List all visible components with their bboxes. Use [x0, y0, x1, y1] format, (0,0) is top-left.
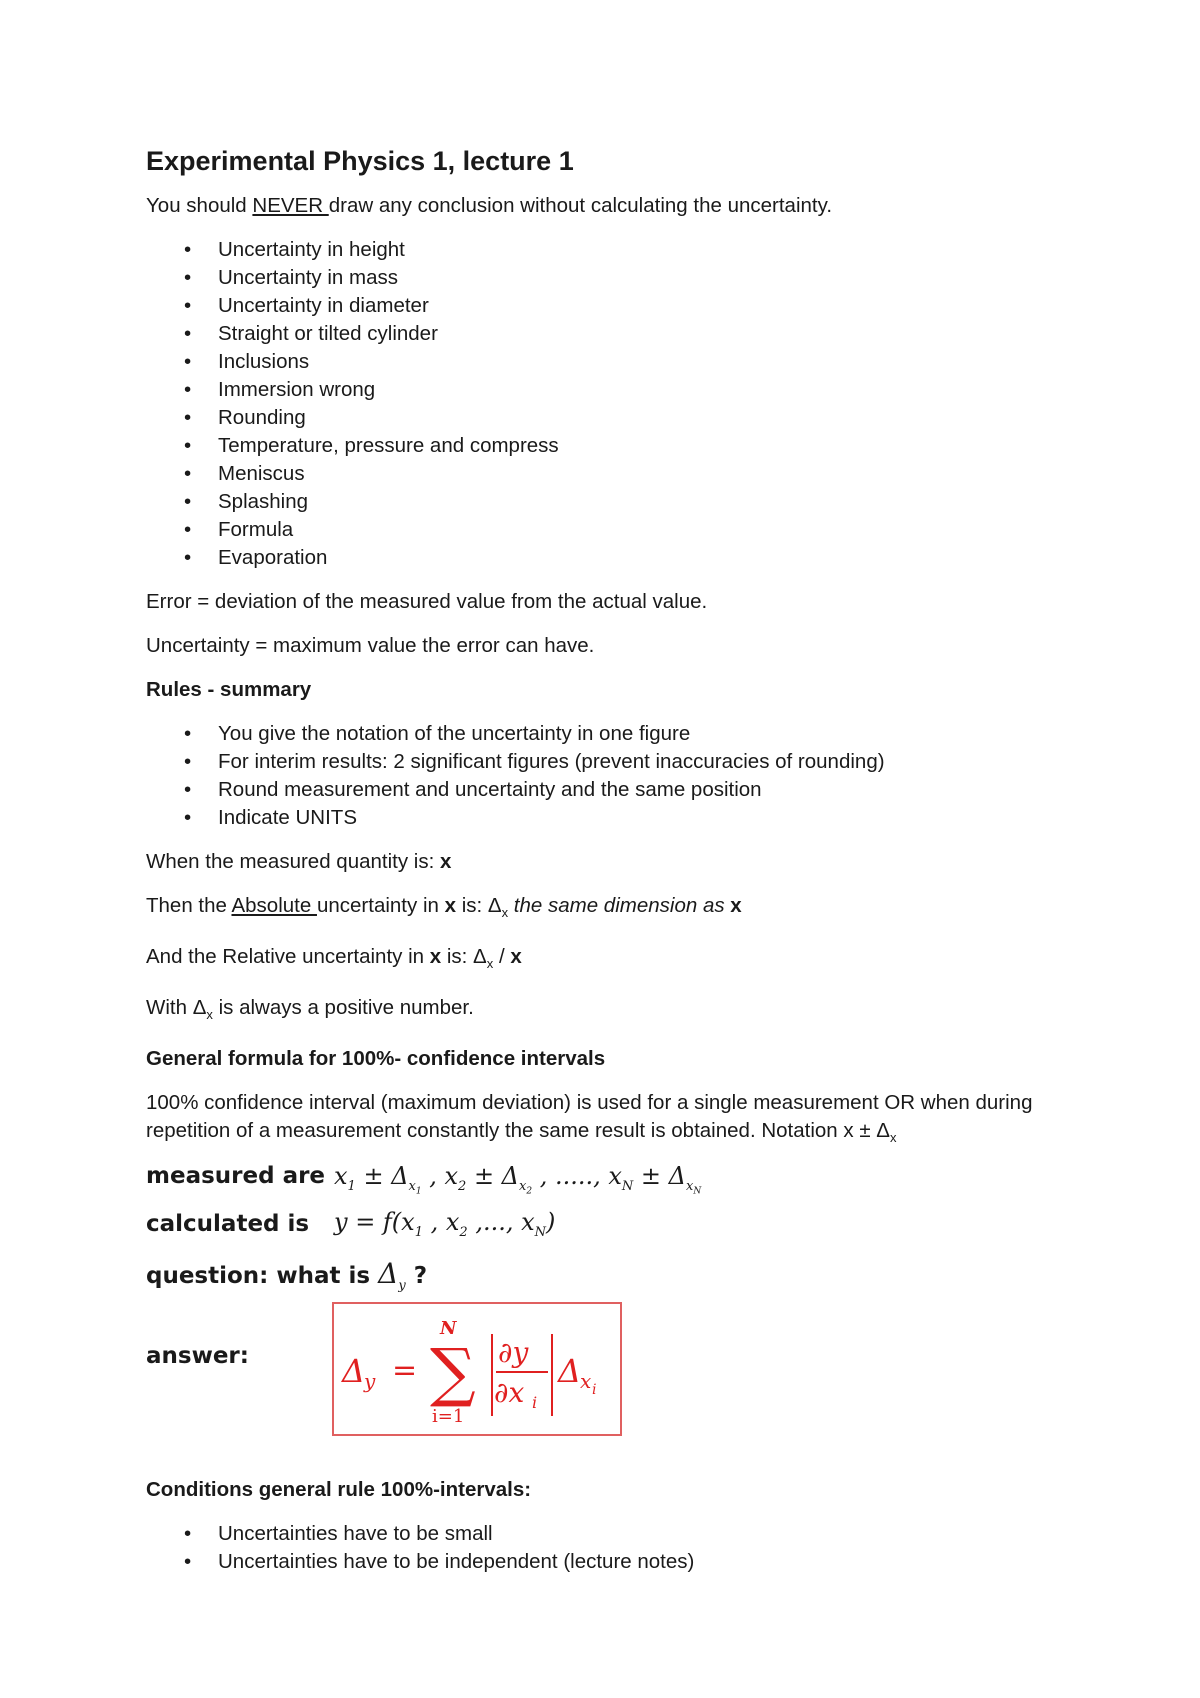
- svg-text:Δ: Δ: [558, 1352, 582, 1391]
- intro-before: You should: [146, 194, 253, 217]
- bullet-icon: •: [184, 378, 192, 401]
- list-item: [146, 1520, 1086, 1548]
- relative-sub: x: [486, 956, 494, 972]
- general-text: 100% confidence interval (maximum deviation) is used for a single measurement OR when during repetition of a measurement constantly the same result is obtained. Notation x ± Δ: [146, 1091, 1033, 1143]
- list-item: [146, 488, 1086, 516]
- list-item-text: Uncertainty in diameter: [218, 294, 429, 317]
- delta-y-symbol: $\Delta_y$: [378, 1257, 406, 1294]
- relative-text-3: /: [493, 945, 511, 969]
- intro-after: draw any conclusion without calculating the uncertainty.: [328, 194, 833, 217]
- rules-list: [146, 720, 1086, 832]
- relative-text-1: And the Relative uncertainty in: [146, 945, 430, 969]
- list-item-text: Indicate UNITS: [218, 806, 357, 829]
- bullet-icon: •: [184, 406, 192, 429]
- list-item: [146, 320, 1086, 348]
- list-item-text: Uncertainty in mass: [218, 266, 399, 289]
- list-item-text: Evaporation: [218, 546, 328, 569]
- bullet-icon: •: [184, 350, 192, 373]
- answer-formula-svg: [334, 1304, 620, 1434]
- list-item: [146, 1548, 1086, 1576]
- list-item-text: You give the notation of the uncertainty in one figure: [218, 722, 691, 745]
- question-label: [146, 1257, 428, 1301]
- relative-var: x: [429, 945, 442, 969]
- calculated-formula: $y = f(x_1$ , $x_2$ ,..., $x_N$): [334, 1208, 556, 1241]
- list-item-text: Meniscus: [218, 462, 305, 485]
- measured-text: When the measured quantity is:: [146, 850, 440, 873]
- svg-text:y: y: [364, 1369, 376, 1394]
- absolute-sub: x: [501, 905, 509, 921]
- bullet-icon: •: [184, 266, 192, 289]
- list-item-text: Inclusions: [218, 350, 310, 373]
- measured-label: measured are: [146, 1163, 326, 1190]
- relative-uncertainty-line: [146, 943, 1086, 978]
- list-item-text: Splashing: [218, 490, 309, 513]
- list-item: [146, 776, 1086, 804]
- error-definition: Error = deviation of the measured value from the actual value.: [146, 590, 708, 613]
- svg-text:i=1: i=1: [432, 1406, 465, 1428]
- list-item: [146, 236, 1086, 264]
- bullet-icon: •: [184, 806, 192, 829]
- list-item-text: Rounding: [218, 406, 306, 429]
- list-item: [146, 544, 1086, 572]
- bullet-icon: •: [184, 1550, 192, 1574]
- svg-text:N: N: [440, 1318, 457, 1340]
- bullet-icon: •: [184, 434, 192, 457]
- list-item: [146, 804, 1086, 832]
- general-sub: x: [889, 1130, 897, 1146]
- bullet-icon: •: [184, 778, 192, 801]
- svg-text:i: i: [592, 1382, 597, 1399]
- document-content: [146, 142, 1086, 1592]
- absolute-text-1: Then the: [146, 894, 232, 917]
- absolute-text-3: is: Δ: [456, 894, 502, 917]
- formula-block: [146, 1158, 1086, 1458]
- calculated-label: calculated is: [146, 1211, 310, 1238]
- general-formula-heading: General formula for 100%- confidence intervals: [146, 1047, 606, 1071]
- list-item: [146, 404, 1086, 432]
- bullet-icon: •: [184, 490, 192, 513]
- measured-var: x: [440, 850, 452, 873]
- list-item: [146, 460, 1086, 488]
- question-mark: ?: [413, 1263, 428, 1290]
- list-item: [146, 376, 1086, 404]
- intro-paragraph: [146, 192, 1086, 220]
- list-item-text: For interim results: 2 significant figures (prevent inaccuracies of rounding): [218, 750, 885, 773]
- bullet-icon: •: [184, 462, 192, 485]
- list-item-text: Uncertainties have to be small: [218, 1522, 493, 1546]
- list-item: [146, 292, 1086, 320]
- bullet-icon: •: [184, 322, 192, 345]
- list-item: [146, 432, 1086, 460]
- relative-text-2: is: Δ: [441, 945, 487, 969]
- positive-sub: x: [206, 1007, 213, 1023]
- measured-formula: $x_1 \pm \Delta_{x_1}$ , $x_2 \pm \Delta_{x_2}$ , ....., $x_N \pm \Delta_{x_N}$: [334, 1162, 702, 1197]
- question-text: question: what is: [146, 1263, 371, 1290]
- list-item: [146, 348, 1086, 376]
- svg-text:x: x: [580, 1369, 592, 1394]
- list-item-text: Uncertainties have to be independent (lecture notes): [218, 1550, 695, 1574]
- bullet-icon: •: [184, 518, 192, 541]
- list-item-text: Formula: [218, 518, 294, 541]
- bullet-icon: •: [184, 1522, 192, 1546]
- conditions-list: [146, 1520, 1086, 1576]
- sources-list: [146, 236, 1086, 572]
- positive-text-1: With Δ: [146, 996, 207, 1020]
- intro-emphasis: NEVER: [252, 194, 329, 217]
- list-item: [146, 516, 1086, 544]
- svg-text:∑: ∑: [430, 1336, 476, 1411]
- measured-quantity-line: [146, 848, 1086, 876]
- list-item-text: Round measurement and uncertainty and the same position: [218, 778, 762, 801]
- answer-label: answer:: [146, 1343, 249, 1370]
- svg-text:i: i: [532, 1393, 538, 1413]
- bullet-icon: •: [184, 750, 192, 773]
- list-item-text: Temperature, pressure and compress: [218, 434, 559, 457]
- absolute-var-2: x: [730, 894, 742, 917]
- bullet-icon: •: [184, 722, 192, 745]
- absolute-var: x: [444, 894, 456, 917]
- absolute-uncertainty-line: [146, 892, 1086, 927]
- svg-text:=: =: [392, 1353, 418, 1389]
- general-formula-paragraph: [146, 1089, 1086, 1152]
- rules-heading: Rules - summary: [146, 678, 312, 701]
- list-item-text: Uncertainty in height: [218, 238, 405, 261]
- uncertainty-definition: Uncertainty = maximum value the error can have.: [146, 634, 595, 657]
- list-item-text: Straight or tilted cylinder: [218, 322, 438, 345]
- bullet-icon: •: [184, 546, 192, 569]
- conditions-heading: Conditions general rule 100%-intervals:: [146, 1478, 532, 1502]
- list-item-text: Immersion wrong: [218, 378, 376, 401]
- bullet-icon: •: [184, 238, 192, 261]
- svg-text:Δ: Δ: [342, 1352, 366, 1391]
- list-item: [146, 748, 1086, 776]
- list-item: [146, 720, 1086, 748]
- list-item: [146, 264, 1086, 292]
- positive-text-2: is always a positive number.: [212, 996, 474, 1020]
- positive-number-line: [146, 994, 1086, 1029]
- absolute-underlined: Absolute: [231, 894, 317, 917]
- relative-var-2: x: [510, 945, 522, 969]
- bullet-icon: •: [184, 294, 192, 317]
- page-title: Experimental Physics 1, lecture 1: [146, 146, 574, 176]
- absolute-italic: the same dimension as: [508, 894, 731, 917]
- svg-text:∂x: ∂x: [494, 1376, 525, 1410]
- absolute-text-2: uncertainty in: [316, 894, 445, 917]
- svg-text:∂y: ∂y: [498, 1336, 529, 1370]
- answer-formula-box: [332, 1302, 622, 1436]
